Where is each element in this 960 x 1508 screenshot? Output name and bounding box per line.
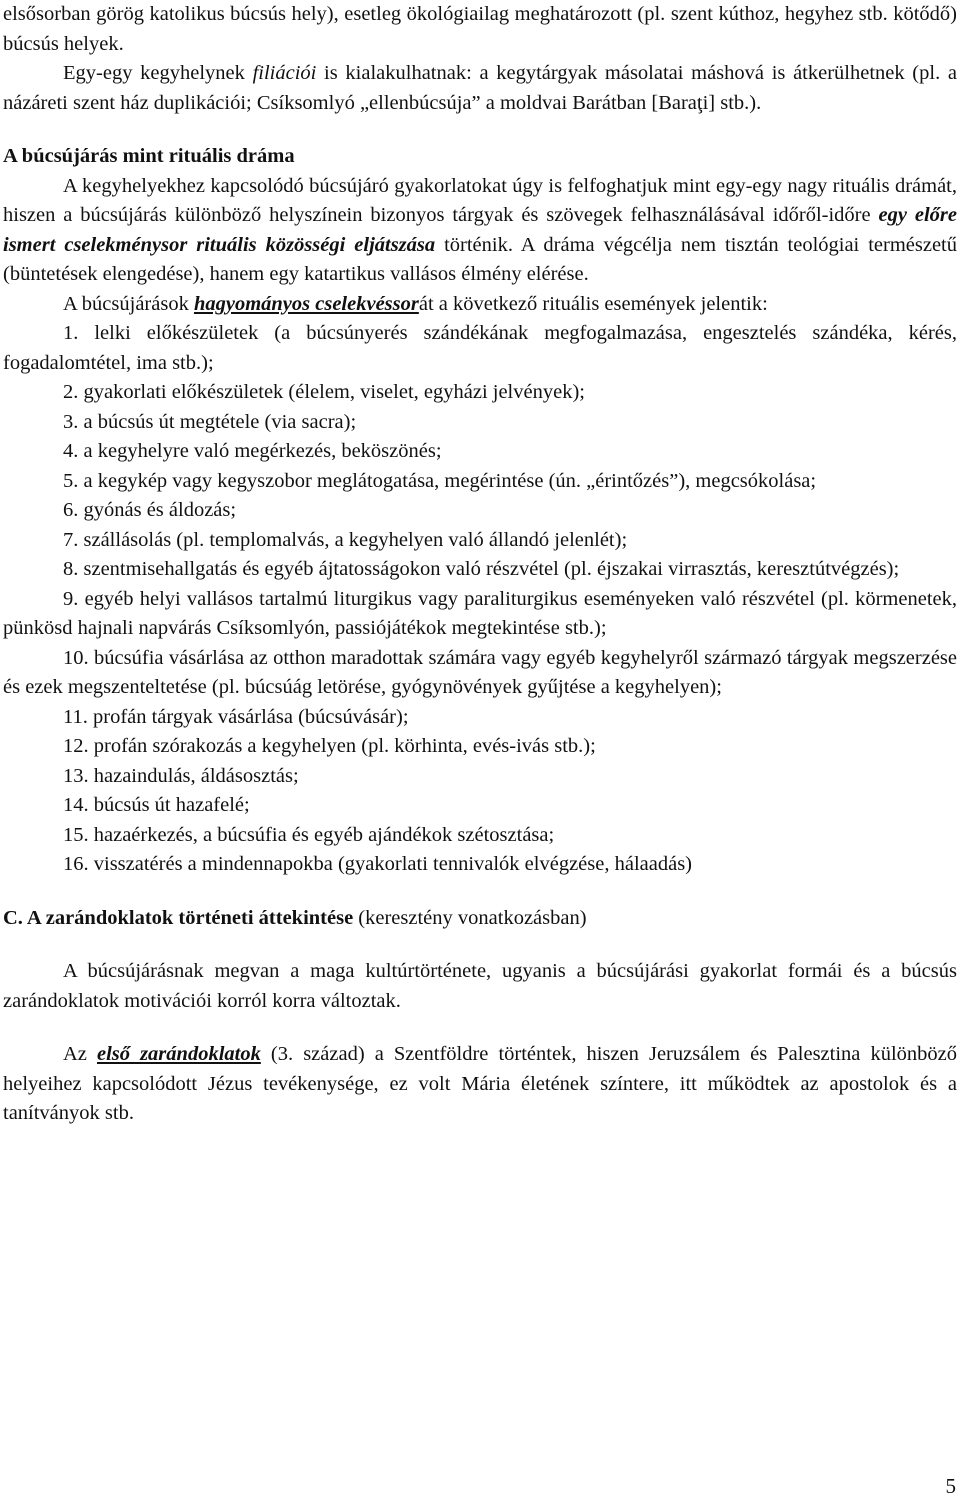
history-paragraph-1: A búcsújárásnak megvan a maga kultúrtörténete, ugyanis a búcsújárási gyakorlat formái és a búcsús zarándoklatok motivációi korról korra változtak. <box>3 960 957 1012</box>
section-heading-drama: A búcsújárás mint rituális dráma <box>3 145 295 167</box>
emphasis-cselekmenysor: egy előre ismert cselekménysor rituális közösségi eljátszása <box>3 204 957 256</box>
list-item: 14. búcsús út hazafelé; <box>63 794 250 816</box>
list-item: 15. hazaérkezés, a búcsúfia és egyéb ajándékok szétosztása; <box>63 823 555 846</box>
emphasis-filiacioi: filiációi <box>252 62 317 84</box>
spacer <box>3 880 957 904</box>
list-item: 4. a kegyhelyre való megérkezés, beköszönés; <box>63 440 442 462</box>
list-item: 2. gyakorlati előkészületek (élelem, viselet, egyházi jelvények); <box>63 381 585 403</box>
list-item: 13. hazaindulás, áldásosztás; <box>63 764 299 787</box>
page-number: 5 <box>945 1474 956 1498</box>
list-item: 3. a búcsús út megtétele (via sacra); <box>63 410 357 433</box>
spacer <box>3 1016 957 1040</box>
list-item: 1. lelki előkészületek (a búcsúnyerés szándékának megfogalmazása, engesztelés szándéka, kérés, fogadalomtétel, ima stb.); <box>3 322 957 374</box>
drama-paragraph-2: A búcsújárások hagyományos cselekvéssorát a következő rituális események jelentik: <box>63 292 768 315</box>
list-item: 11. profán tárgyak vásárlása (búcsúvásár); <box>63 705 409 728</box>
document-page <box>3 0 957 1129</box>
drama-paragraph-1: A kegyhelyekhez kapcsolódó búcsújáró gyakorlatokat úgy is felfoghatjuk mint egy-egy nagy rituális drámát, hiszen a búcsújárás különböző helyszínein bizonyos tárgyak és szövegek felhasználásával időről-időre egy előre ismert cselekménysor rituális közösségi eljátszása történik. A dráma végcélja nem tisztán teológiai természetű (büntetések elengedése), hanem egy katartikus vallásos élmény elérése. <box>3 174 957 285</box>
spacer <box>3 933 957 957</box>
emphasis-hagyomanyos-cselekvessor: hagyományos cselekvéssor <box>193 292 419 315</box>
list-item: 16. visszatérés a mindennapokba (gyakorlati tennivalók elvégzése, hálaadás) <box>63 853 692 875</box>
spacer <box>3 118 957 142</box>
list-item: 7. szállásolás (pl. templomalvás, a kegyhelyen való állandó jelenlét); <box>63 528 628 551</box>
list-item: 6. gyónás és áldozás; <box>63 499 237 521</box>
list-item: 9. egyéb helyi vallásos tartalmú liturgikus vagy paraliturgikus eseményeken való részvétel (pl. körmenetek, pünkösd hajnali napvárás Csíksomlyón, passiójátékok megtekintése stb.); <box>3 587 957 639</box>
list-item: 8. szentmisehallgatás és egyéb ájtatosságokon való részvétel (pl. éjszakai virrasztás, keresztútvégzés); <box>63 558 900 580</box>
history-paragraph-2: Az első zarándoklatok (3. század) a Szentföldre történtek, hiszen Jeruzsálem és Palesztina különböző helyeihez kapcsolódott Jézus tevékenysége, ez volt Mária életének színtere, itt működtek az apostolok és a tanítványok stb. <box>3 1043 957 1124</box>
list-item: 12. profán szórakozás a kegyhelyen (pl. körhinta, evés-ivás stb.); <box>63 735 596 757</box>
list-item: 5. a kegykép vagy kegyszobor meglátogatása, megérintése (ún. „érintőzés”), megcsókolása; <box>63 469 817 492</box>
ritual-events-list <box>3 319 957 880</box>
intro-paragraph-1: elsősorban görög katolikus búcsús hely), esetleg ökológiailag meghatározott (pl. szent kúthoz, hegyhez stb. kötődő) búcsús helyek. <box>3 3 957 55</box>
emphasis-elso-zarandoklatok: első zarándoklatok <box>96 1043 261 1065</box>
section-heading-c: C. A zarándoklatok történeti áttekintése (keresztény vonatkozásban) <box>3 906 587 929</box>
list-item: 10. búcsúfia vásárlása az otthon maradottak számára vagy egyéb kegyhelyről származó tárgyak megszerzése és ezek megszenteltetése (pl. búcsúág letörése, gyógynövények gyűjtése a kegyhelyen); <box>3 646 957 698</box>
intro-paragraph-2: Egy-egy kegyhelynek filiációi is kialakulhatnak: a kegytárgyak másolatai máshová is átkerülhetnek (pl. a názáreti szent ház duplikációi; Csíksomlyó „ellenbúcsúja” a moldvai Barátban [Baraţi] stb.). <box>3 62 957 114</box>
